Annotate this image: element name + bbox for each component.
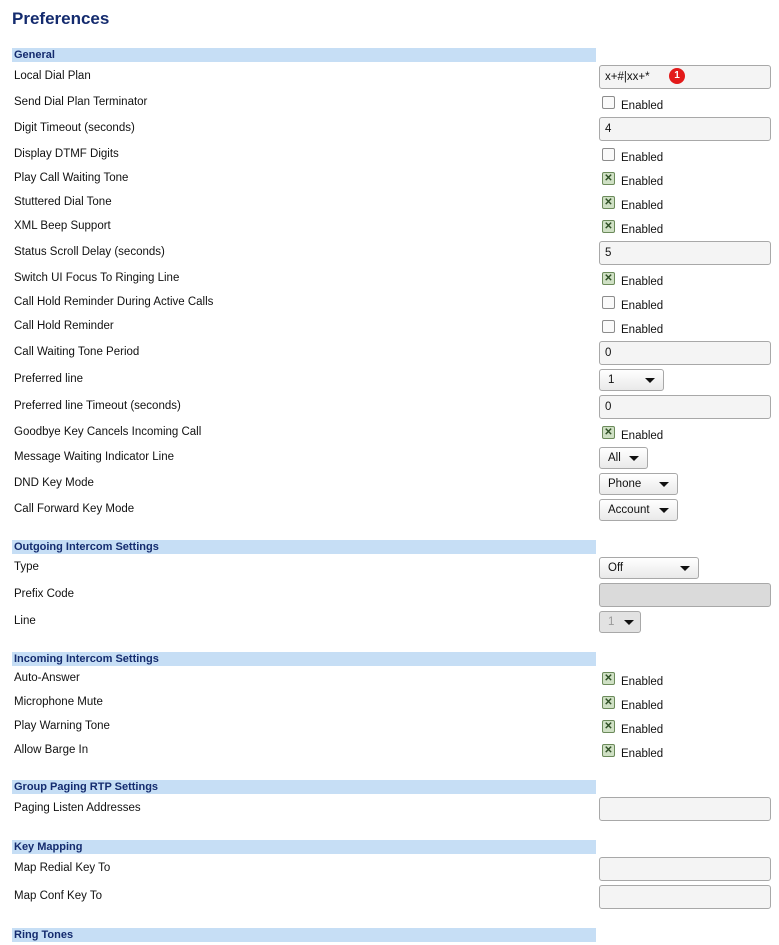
mwi-line-select[interactable] xyxy=(599,447,648,469)
checkbox-box[interactable] xyxy=(602,172,615,185)
preferred-line-label: Preferred line xyxy=(14,373,84,385)
checkbox-label: Enabled xyxy=(621,748,664,760)
check-icon: ✕ xyxy=(604,197,613,208)
intercom-line-select[interactable] xyxy=(599,611,641,633)
intercom-type-label: Type xyxy=(14,561,39,573)
preferred-line-timeout-input[interactable] xyxy=(599,395,771,419)
section-group-paging: Group Paging RTP Settings xyxy=(12,780,596,794)
check-icon: ✕ xyxy=(604,697,613,708)
select-value: Account xyxy=(608,504,650,516)
checkbox-label: Enabled xyxy=(621,300,664,312)
select-value: 1 xyxy=(608,374,615,386)
call-hold-reminder-label: Call Hold Reminder xyxy=(14,320,114,332)
call-forward-key-mode-label: Call Forward Key Mode xyxy=(14,503,135,515)
checkbox-label: Enabled xyxy=(621,430,664,442)
auto-answer-label: Auto-Answer xyxy=(14,672,80,684)
chevron-down-icon xyxy=(659,482,669,487)
checkbox-box[interactable] xyxy=(602,148,615,161)
select-value: Off xyxy=(608,562,624,574)
call-waiting-tone-period-input[interactable] xyxy=(599,341,771,365)
intercom-line-label: Line xyxy=(14,615,36,627)
page-title: Preferences xyxy=(12,9,110,28)
checkbox-box[interactable] xyxy=(602,320,615,333)
map-conf-key-input[interactable] xyxy=(599,885,771,909)
mwi-line-label: Message Waiting Indicator Line xyxy=(14,451,175,463)
local-dial-plan-label: Local Dial Plan xyxy=(14,70,91,82)
play-warning-tone-label: Play Warning Tone xyxy=(14,720,110,732)
select-value: All xyxy=(608,452,621,464)
select-value: 1 xyxy=(608,616,615,628)
chevron-down-icon xyxy=(659,508,669,513)
local-dial-plan-input[interactable] xyxy=(599,65,771,89)
play-call-waiting-tone-label: Play Call Waiting Tone xyxy=(14,172,129,184)
check-icon: ✕ xyxy=(604,721,613,732)
map-redial-key-label: Map Redial Key To xyxy=(14,862,111,874)
section-outgoing-intercom: Outgoing Intercom Settings xyxy=(12,540,596,554)
check-icon: ✕ xyxy=(604,427,613,438)
checkbox-label: Enabled xyxy=(621,152,664,164)
select-value: Phone xyxy=(608,478,642,490)
checkbox-label: Enabled xyxy=(621,700,664,712)
microphone-mute-label: Microphone Mute xyxy=(14,696,103,708)
check-icon: ✕ xyxy=(604,745,613,756)
call-forward-key-mode-select[interactable] xyxy=(599,499,678,521)
chevron-down-icon xyxy=(680,566,690,571)
checkbox-label: Enabled xyxy=(621,200,664,212)
status-scroll-delay-label: Status Scroll Delay (seconds) xyxy=(14,246,165,258)
check-icon: ✕ xyxy=(604,221,613,232)
call-hold-reminder-active-label: Call Hold Reminder During Active Calls xyxy=(14,296,214,308)
checkbox-label: Enabled xyxy=(621,724,664,736)
digit-timeout-input[interactable] xyxy=(599,117,771,141)
chevron-down-icon xyxy=(629,456,639,461)
preferred-line-timeout-label: Preferred line Timeout (seconds) xyxy=(14,400,181,412)
checkbox-box[interactable] xyxy=(602,196,615,209)
stuttered-dial-tone-label: Stuttered Dial Tone xyxy=(14,196,112,208)
section-general: General xyxy=(12,48,596,62)
check-icon: ✕ xyxy=(604,673,613,684)
checkbox-box[interactable] xyxy=(602,296,615,309)
goodbye-key-cancels-label: Goodbye Key Cancels Incoming Call xyxy=(14,426,202,438)
checkbox-box[interactable] xyxy=(602,220,615,233)
check-icon: ✕ xyxy=(604,173,613,184)
call-waiting-tone-period-label: Call Waiting Tone Period xyxy=(14,346,140,358)
checkbox-label: Enabled xyxy=(621,276,664,288)
paging-listen-addresses-label: Paging Listen Addresses xyxy=(14,802,141,814)
allow-barge-in-label: Allow Barge In xyxy=(14,744,89,756)
paging-listen-addresses-input[interactable] xyxy=(599,797,771,821)
checkbox-box[interactable] xyxy=(602,744,615,757)
digit-timeout-label: Digit Timeout (seconds) xyxy=(14,122,135,134)
dnd-key-mode-label: DND Key Mode xyxy=(14,477,94,489)
checkbox-box[interactable] xyxy=(602,696,615,709)
checkbox-label: Enabled xyxy=(621,224,664,236)
checkbox-box[interactable] xyxy=(602,426,615,439)
section-incoming-intercom: Incoming Intercom Settings xyxy=(12,652,596,666)
check-icon: ✕ xyxy=(604,273,613,284)
checkbox-box[interactable] xyxy=(602,672,615,685)
checkbox-label: Enabled xyxy=(621,100,664,112)
prefix-code-input[interactable] xyxy=(599,583,771,607)
section-key-mapping: Key Mapping xyxy=(12,840,596,854)
display-dtmf-digits-label: Display DTMF Digits xyxy=(14,148,119,160)
intercom-type-select[interactable] xyxy=(599,557,699,579)
chevron-down-icon xyxy=(624,620,634,625)
map-conf-key-label: Map Conf Key To xyxy=(14,890,103,902)
checkbox-box[interactable] xyxy=(602,272,615,285)
chevron-down-icon xyxy=(645,378,655,383)
preferred-line-select[interactable] xyxy=(599,369,664,391)
xml-beep-support-label: XML Beep Support xyxy=(14,220,111,232)
map-redial-key-input[interactable] xyxy=(599,857,771,881)
dnd-key-mode-select[interactable] xyxy=(599,473,678,495)
checkbox-label: Enabled xyxy=(621,676,664,688)
status-scroll-delay-input[interactable] xyxy=(599,241,771,265)
error-badge: 1 xyxy=(669,68,685,84)
send-dial-plan-terminator-label: Send Dial Plan Terminator xyxy=(14,96,148,108)
switch-ui-focus-label: Switch UI Focus To Ringing Line xyxy=(14,272,180,284)
section-ring-tones: Ring Tones xyxy=(12,928,596,942)
prefix-code-label: Prefix Code xyxy=(14,588,75,600)
checkbox-box[interactable] xyxy=(602,720,615,733)
checkbox-label: Enabled xyxy=(621,176,664,188)
checkbox-box[interactable] xyxy=(602,96,615,109)
checkbox-label: Enabled xyxy=(621,324,664,336)
